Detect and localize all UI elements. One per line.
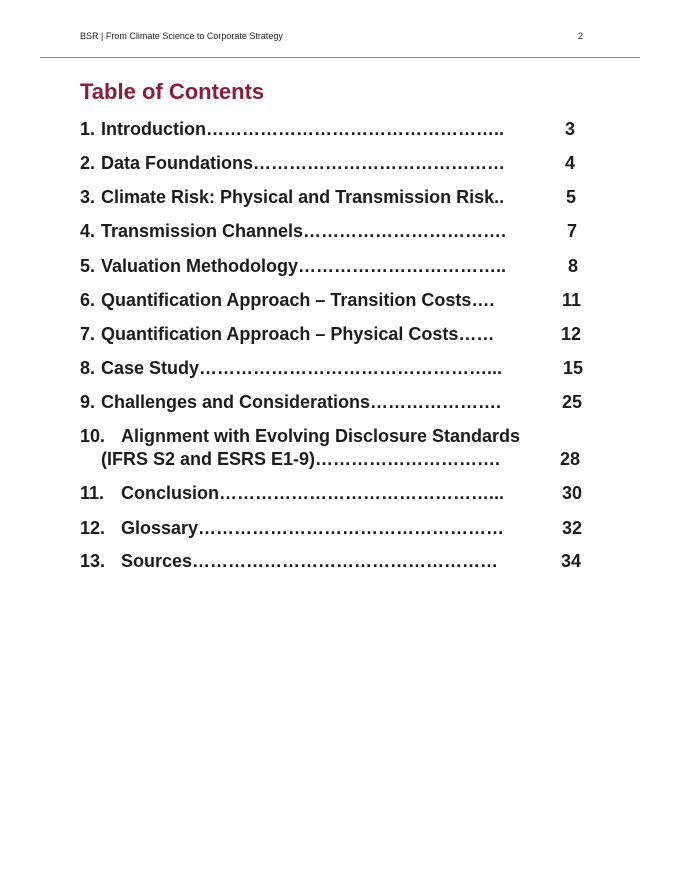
toc-title: Table of Contents <box>80 79 265 104</box>
toc-entry-page: 28 <box>560 449 581 469</box>
toc-entry-text-continued: (IFRS S2 and ESRS E1-9)…………………………. <box>101 449 501 469</box>
toc-entry-text: Conclusion………………………………………... <box>121 483 505 503</box>
toc-entry-text: Sources…………………………………………… <box>121 551 499 571</box>
toc-entry-text: Challenges and Considerations…………………. <box>101 392 502 412</box>
running-header: BSR | From Climate Science to Corporate Strategy <box>80 31 283 41</box>
toc-entry-page: 32 <box>562 518 583 538</box>
toc-entry-number: 3. <box>80 187 96 207</box>
toc-entry-text: Alignment with Evolving Disclosure Standards <box>121 426 521 446</box>
toc-entry-page: 12 <box>561 324 582 344</box>
toc-entry-page: 8 <box>568 256 579 276</box>
toc-entry-text: Quantification Approach – Transition Costs…. <box>101 290 495 310</box>
toc-entry-text: Climate Risk: Physical and Transmission Risk.. <box>101 187 505 207</box>
toc-entry-number: 12. <box>80 518 106 538</box>
toc-entry-page: 4 <box>565 153 576 173</box>
toc-entry-page: 11 <box>562 290 582 310</box>
toc-entry-page: 30 <box>562 483 583 503</box>
toc-entry-text: Case Study…………………………………………... <box>101 358 503 378</box>
toc-entry-number: 8. <box>80 358 96 378</box>
toc-entry-number: 13. <box>80 551 106 571</box>
toc-entry-disclosure-standards[interactable] <box>80 425 600 471</box>
toc-entry-number: 2. <box>80 153 96 173</box>
toc-entry-number: 10. <box>80 426 106 446</box>
toc-entry-page: 3 <box>565 119 576 139</box>
page-number: 2 <box>578 31 584 41</box>
toc-entry-page: 34 <box>561 551 582 571</box>
toc-entry-text: Data Foundations…………………………………… <box>101 153 505 173</box>
toc-entry-number: 6. <box>80 290 96 310</box>
toc-entry-number: 4. <box>80 221 96 241</box>
toc-entry-text: Introduction………………………………………….. <box>101 119 504 139</box>
toc-entry-text: Transmission Channels……………………………. <box>101 221 507 241</box>
toc-entry-number: 7. <box>80 324 96 344</box>
toc-entry-number: 5. <box>80 256 96 276</box>
header-rule <box>40 57 640 58</box>
toc-entry-page: 5 <box>566 187 577 207</box>
toc-entry-text: Glossary…………………………………………… <box>121 518 505 538</box>
toc-entry-text: Quantification Approach – Physical Costs…… <box>101 324 495 344</box>
toc-entry-number: 1. <box>80 119 96 139</box>
toc-entry-page: 7 <box>567 221 578 241</box>
toc-entry-page: 15 <box>563 358 584 378</box>
toc-entry-page: 25 <box>562 392 583 412</box>
toc-entry-text: Valuation Methodology…………………………….. <box>101 256 506 276</box>
toc-entry-number: 11. <box>80 483 105 503</box>
toc-entry-number: 9. <box>80 392 96 412</box>
